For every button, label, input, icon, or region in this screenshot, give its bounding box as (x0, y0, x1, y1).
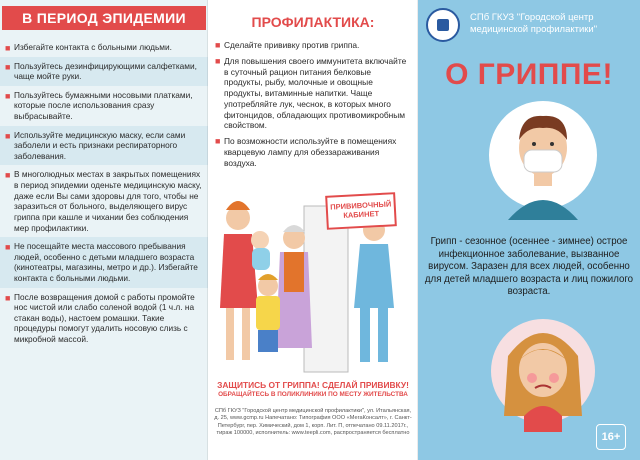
bullet-icon: ■ (215, 55, 221, 66)
vaccination-illustration (208, 178, 418, 374)
list-item: ■ Пользуйтесь дезинфицирующими салфетками, чаще мойте руки. (0, 57, 208, 86)
bullet-icon: ■ (5, 170, 11, 181)
mother-leg (226, 308, 234, 360)
grandmother-hair (283, 225, 305, 232)
list-item: ■ Пользуйтесь бумажными носовыми платками, которые после использования сразу выбрасывайте. (5, 89, 193, 122)
list-item: ■ В многолюдных местах в закрытых помещениях в период эпидемии оденьте медицинскую маску, даже если Вы сами здоровы для того, чтобы не заразиться от больного, выделяющего вирус гриппа при кашле и чихании без соблюдения мер профилактики. (5, 169, 202, 233)
bullet-icon: ■ (5, 292, 11, 303)
bullet-icon: ■ (5, 130, 11, 141)
slogan-sub: ОБРАЩАЙТЕСЬ В ПОЛИКЛИНИКИ ПО МЕСТУ ЖИТЕЛЬСТВА (218, 391, 408, 398)
list-item: ■ После возвращения домой с работы промойте нос чистой или слабо соленой водой (1 ч.л. на стакан воды), настоем ромашки. Такие процедуры помогут удалить носовую слизь с микробной массой. (5, 291, 195, 345)
prevention-list (210, 38, 414, 171)
girl-cheek (549, 373, 559, 383)
bullet-icon: ■ (215, 40, 221, 50)
girl-cheek (527, 373, 537, 383)
bullet-icon: ■ (5, 43, 11, 53)
nurse-uniform (354, 244, 394, 308)
imprint-text: СПб ГКУЗ "Городской центр медицинской профилактики", ул. Итальянская, д. 25, www.gcmp.ru Напечатано: Типография ООО «МегаКонсалт», г. Санкт-Петербург, пер. Химический, дом 1, корп. Лит. П, отпечатано 09.11.2017г., тираж 100000, исполнитель: www.teepli.com, распространяется бесплатно (214, 408, 412, 436)
age-rating-badge: 16+ (596, 424, 626, 450)
nurse-leg (378, 308, 388, 362)
cover-title: О ГРИППЕ! (445, 58, 613, 91)
vaccination-room-sign: ПРИВИВОЧНЫЙ КАБИНЕТ (325, 192, 397, 230)
panel-epidemic (0, 0, 208, 460)
prevention-heading: ПРОФИЛАКТИКА: (251, 14, 375, 30)
list-item: ■ Избегайте контакта с больными людьми. (5, 42, 172, 53)
bullet-icon: ■ (5, 61, 11, 72)
epidemic-list (0, 38, 208, 349)
baby-head (251, 231, 269, 249)
face-mask (524, 150, 562, 172)
bullet-icon: ■ (215, 136, 221, 146)
list-item: ■ Сделайте прививку против гриппа. (215, 40, 360, 50)
man-eye (532, 142, 536, 146)
panel-cover (418, 0, 640, 460)
org-name: СПб ГКУЗ "Городской центр медицинской профилактики" (470, 12, 598, 36)
masked-man-illustration (488, 100, 598, 224)
org-logo-icon (426, 8, 460, 42)
list-item: ■ По возможности используйте в помещениях кварцевую лампу для обеззараживания воздуха. (215, 136, 397, 168)
sick-girl-illustration (490, 316, 596, 432)
epidemic-heading: В ПЕРИОД ЭПИДЕМИИ (2, 6, 206, 30)
boy-shirt (256, 296, 280, 330)
list-item: ■ Для повышения своего иммунитета включайте в суточный рацион питания белковые продукты, рыбу, молочные и овощные продукты, витаминные напитки. Чаще употребляйте лук, чеснок, в которых много фитонцидов, обладающих противомикробным свойством. (215, 55, 407, 131)
mother-dress (220, 234, 258, 308)
baby-body (252, 248, 270, 270)
bullet-icon: ■ (5, 242, 11, 253)
org-header (426, 8, 632, 48)
mother-leg (242, 308, 250, 360)
boy-pants (258, 330, 278, 352)
mother-hair (226, 201, 250, 210)
grandmother-vest (284, 252, 304, 292)
nurse-leg (360, 308, 370, 362)
list-item: ■ Не посещайте места массового пребывания людей, особенно с детьми младшего возраста (кинотеатры, магазины, метро и др.). Избегайте контакта с больными людьми. (0, 237, 208, 287)
girl-face (519, 343, 567, 397)
panel-prevention (208, 0, 418, 460)
man-eye (550, 142, 554, 146)
bullet-icon: ■ (5, 90, 11, 101)
slogan: ЗАЩИТИСЬ ОТ ГРИППА! СДЕЛАЙ ПРИВИВКУ! (217, 380, 409, 390)
boy-hair (258, 274, 278, 280)
flu-description: Грипп - сезонное (осеннее - зимнее) острое инфекционное заболевание, вызванное вирусом. Заразен для всех людей, особенно для детей младшего возраста и лиц пожилого возраста. (424, 236, 634, 298)
list-item: ■ Используйте медицинскую маску, если сами заболели и есть признаки респираторного заболевания. (0, 126, 208, 166)
